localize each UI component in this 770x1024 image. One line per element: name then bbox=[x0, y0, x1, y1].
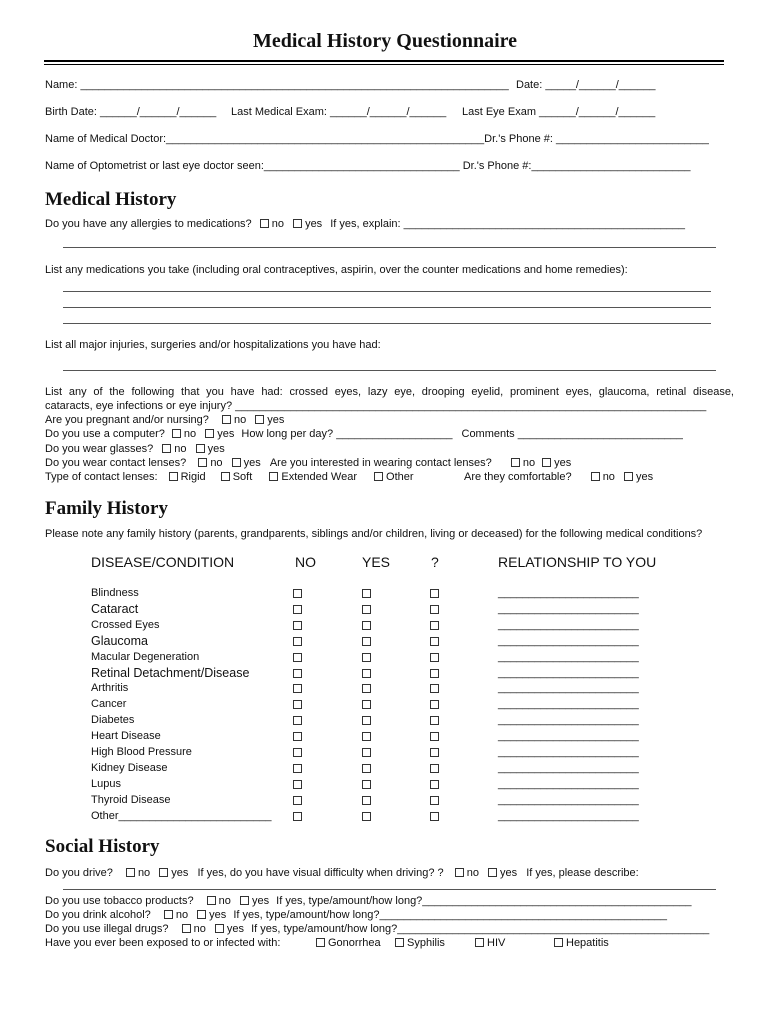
yes-label: yes bbox=[207, 443, 225, 455]
col-yes-header: YES bbox=[362, 554, 391, 570]
yes-label: yes bbox=[554, 457, 572, 469]
alcohol-yes-checkbox[interactable] bbox=[197, 910, 206, 919]
contacts-interest-no-checkbox[interactable] bbox=[511, 458, 520, 467]
condition-label[interactable]: Other_________________________ bbox=[91, 810, 272, 822]
hepatitis-label: Hepatitis bbox=[566, 937, 609, 949]
lens-rigid-checkbox[interactable] bbox=[169, 472, 178, 481]
alcohol-question: Do you drink alcohol? bbox=[45, 909, 151, 921]
condition-no-checkbox[interactable] bbox=[293, 605, 302, 614]
alcohol-detail-field[interactable]: If yes, type/amount/how long?_______________________________________________ bbox=[233, 909, 668, 921]
medications-question: List any medications you take (including oral contraceptives, aspirin, over the counter medications and home remedies): bbox=[45, 264, 628, 276]
hepatitis-option bbox=[554, 937, 609, 949]
condition-no-checkbox[interactable] bbox=[293, 764, 302, 773]
condition-no-checkbox[interactable] bbox=[293, 669, 302, 678]
drive-yes-checkbox[interactable] bbox=[159, 868, 168, 877]
allergies-row bbox=[45, 218, 685, 230]
condition-unknown-checkbox[interactable] bbox=[430, 589, 439, 598]
no-label: no bbox=[233, 414, 247, 426]
condition-no-checkbox[interactable] bbox=[293, 700, 302, 709]
glasses-no-checkbox[interactable] bbox=[162, 444, 171, 453]
no-label: no bbox=[175, 909, 189, 921]
condition-yes-checkbox[interactable] bbox=[362, 748, 371, 757]
relationship-field[interactable]: _______________________ bbox=[498, 603, 639, 615]
drive-difficulty-question: If yes, do you have visual difficulty when driving? ? bbox=[197, 867, 444, 879]
computer-no-checkbox[interactable] bbox=[172, 429, 181, 438]
no-label: no bbox=[183, 428, 197, 440]
relationship-field[interactable]: _______________________ bbox=[498, 635, 639, 647]
col-relationship-header: RELATIONSHIP TO YOU bbox=[498, 554, 657, 570]
condition-label: Lupus bbox=[91, 778, 121, 790]
last-eye-exam-field[interactable]: Last Eye Exam ______/______/______ bbox=[462, 106, 656, 118]
syphilis-option bbox=[395, 937, 445, 949]
title-rule-thick bbox=[44, 60, 724, 62]
medications-line-3[interactable] bbox=[63, 323, 711, 324]
pregnant-no-checkbox[interactable] bbox=[222, 415, 231, 424]
relationship-field[interactable]: _______________________ bbox=[498, 682, 639, 694]
condition-no-checkbox[interactable] bbox=[293, 716, 302, 725]
condition-no-checkbox[interactable] bbox=[293, 748, 302, 757]
computer-yes-checkbox[interactable] bbox=[205, 429, 214, 438]
yes-label: yes bbox=[217, 428, 235, 440]
condition-unknown-checkbox[interactable] bbox=[430, 669, 439, 678]
condition-yes-checkbox[interactable] bbox=[362, 764, 371, 773]
comfortable-row bbox=[464, 471, 653, 483]
no-label: no bbox=[522, 457, 536, 469]
tobacco-question: Do you use tobacco products? bbox=[45, 895, 194, 907]
relationship-field[interactable]: _______________________ bbox=[498, 619, 639, 631]
condition-label: Glaucoma bbox=[91, 634, 148, 648]
no-label: no bbox=[210, 457, 223, 469]
drugs-yes-checkbox[interactable] bbox=[215, 924, 224, 933]
computer-question: Do you use a computer? bbox=[45, 428, 165, 440]
condition-unknown-checkbox[interactable] bbox=[430, 812, 439, 821]
social-history-heading: Social History bbox=[45, 836, 160, 857]
date-field[interactable]: Date: _____/______/______ bbox=[516, 79, 656, 91]
contacts-interest-yes-checkbox[interactable] bbox=[542, 458, 551, 467]
yes-label: yes bbox=[226, 923, 245, 935]
condition-unknown-checkbox[interactable] bbox=[430, 732, 439, 741]
relationship-field[interactable]: _______________________ bbox=[498, 746, 639, 758]
gonorrhea-checkbox[interactable] bbox=[316, 938, 325, 947]
relationship-field[interactable]: _______________________ bbox=[498, 667, 639, 679]
drive-no-checkbox[interactable] bbox=[126, 868, 135, 877]
lens-extended-label: Extended Wear bbox=[281, 471, 357, 483]
lens-soft-checkbox[interactable] bbox=[221, 472, 230, 481]
eye-conditions-question: List any of the following that you have had: crossed eyes, lazy eye, drooping eyelid, prominent eyes, glaucoma, retinal disease, bbox=[45, 386, 734, 398]
lens-soft-label: Soft bbox=[232, 471, 253, 483]
condition-yes-checkbox[interactable] bbox=[362, 796, 371, 805]
lens-other-checkbox[interactable] bbox=[374, 472, 383, 481]
condition-yes-checkbox[interactable] bbox=[362, 684, 371, 693]
relationship-field[interactable]: _______________________ bbox=[498, 651, 639, 663]
relationship-field[interactable]: _______________________ bbox=[498, 794, 639, 806]
yes-label: yes bbox=[500, 867, 518, 879]
condition-unknown-checkbox[interactable] bbox=[430, 780, 439, 789]
comfortable-no-checkbox[interactable] bbox=[591, 472, 600, 481]
relationship-field[interactable]: _______________________ bbox=[498, 587, 639, 599]
exposed-question: Have you ever been exposed to or infected with: bbox=[45, 937, 281, 949]
condition-yes-checkbox[interactable] bbox=[362, 812, 371, 821]
comfortable-yes-checkbox[interactable] bbox=[624, 472, 633, 481]
condition-label: Kidney Disease bbox=[91, 762, 168, 774]
pregnant-yes-checkbox[interactable] bbox=[255, 415, 264, 424]
condition-yes-checkbox[interactable] bbox=[362, 716, 371, 725]
yes-label: yes bbox=[267, 414, 285, 426]
condition-no-checkbox[interactable] bbox=[293, 637, 302, 646]
condition-no-checkbox[interactable] bbox=[293, 780, 302, 789]
computer-row bbox=[45, 428, 683, 440]
tobacco-row bbox=[45, 895, 691, 907]
yes-label: yes bbox=[171, 867, 189, 879]
computer-hours-field[interactable]: How long per day? ___________________ bbox=[241, 428, 453, 440]
yes-label: yes bbox=[243, 457, 261, 469]
contacts-yes-checkbox[interactable] bbox=[232, 458, 241, 467]
condition-yes-checkbox[interactable] bbox=[362, 653, 371, 662]
title-rule-thin bbox=[44, 64, 724, 65]
birth-date-field[interactable]: Birth Date: ______/______/______ bbox=[45, 106, 217, 118]
condition-label: Arthritis bbox=[91, 682, 129, 694]
no-label: no bbox=[466, 867, 479, 879]
condition-yes-checkbox[interactable] bbox=[362, 621, 371, 630]
col-disease-header: DISEASE/CONDITION bbox=[91, 554, 235, 570]
condition-no-checkbox[interactable] bbox=[293, 621, 302, 630]
yes-label: yes bbox=[251, 895, 270, 907]
pregnant-question: Are you pregnant and/or nursing? bbox=[45, 414, 209, 426]
injuries-question: List all major injuries, surgeries and/or hospitalizations you have had: bbox=[45, 339, 381, 351]
lens-rigid-label: Rigid bbox=[180, 471, 206, 483]
tobacco-yes-checkbox[interactable] bbox=[240, 896, 249, 905]
condition-yes-checkbox[interactable] bbox=[362, 700, 371, 709]
hiv-option bbox=[475, 937, 505, 949]
condition-yes-checkbox[interactable] bbox=[362, 637, 371, 646]
contacts-question: Do you wear contact lenses? bbox=[45, 457, 187, 469]
condition-no-checkbox[interactable] bbox=[293, 589, 302, 598]
condition-label: High Blood Pressure bbox=[91, 746, 192, 758]
family-history-heading: Family History bbox=[45, 498, 168, 519]
allergies-question: Do you have any allergies to medications? bbox=[45, 218, 252, 230]
condition-unknown-checkbox[interactable] bbox=[430, 748, 439, 757]
hiv-label: HIV bbox=[487, 937, 506, 949]
contacts-no-checkbox[interactable] bbox=[198, 458, 207, 467]
alcohol-no-checkbox[interactable] bbox=[164, 910, 173, 919]
relationship-field[interactable]: _______________________ bbox=[498, 730, 639, 742]
medical-doctor-field[interactable]: Name of Medical Doctor:____________________________________________________Dr.'s Phone #: _________________________ bbox=[45, 133, 709, 145]
condition-unknown-checkbox[interactable] bbox=[430, 764, 439, 773]
gonorrhea-option bbox=[316, 937, 381, 949]
lens-extended-checkbox[interactable] bbox=[269, 472, 278, 481]
relationship-field[interactable]: _______________________ bbox=[498, 810, 639, 822]
condition-label: Heart Disease bbox=[91, 730, 161, 742]
contacts-interest-question: Are you interested in wearing contact lenses? bbox=[269, 457, 492, 469]
drive-describe-label: If yes, please describe: bbox=[526, 867, 639, 879]
contacts-row bbox=[45, 457, 571, 469]
eye-conditions-question-cont[interactable]: cataracts, eye infections or eye injury? _____________________________________________________________________________ bbox=[45, 400, 707, 412]
lens-other-label: Other bbox=[386, 471, 414, 483]
condition-label: Macular Degeneration bbox=[91, 651, 200, 663]
condition-label: Retinal Detachment/Disease bbox=[91, 666, 250, 680]
drive-question: Do you drive? bbox=[45, 867, 113, 879]
pregnant-row bbox=[45, 414, 284, 426]
comfortable-question: Are they comfortable? bbox=[464, 471, 572, 483]
syphilis-checkbox[interactable] bbox=[395, 938, 404, 947]
medications-line-1[interactable] bbox=[63, 291, 711, 292]
no-label: no bbox=[218, 895, 231, 907]
drive-difficulty-no-checkbox[interactable] bbox=[455, 868, 464, 877]
family-history-intro: Please note any family history (parents, grandparents, siblings and/or children, living or deceased) for the following medical conditions? bbox=[45, 528, 703, 540]
allergies-yes-checkbox[interactable] bbox=[293, 219, 302, 228]
injuries-line[interactable] bbox=[63, 370, 716, 371]
last-medical-exam-field[interactable]: Last Medical Exam: ______/______/______ bbox=[231, 106, 447, 118]
condition-unknown-checkbox[interactable] bbox=[430, 796, 439, 805]
condition-yes-checkbox[interactable] bbox=[362, 669, 371, 678]
col-no-header: NO bbox=[295, 554, 316, 570]
condition-yes-checkbox[interactable] bbox=[362, 589, 371, 598]
glasses-yes-checkbox[interactable] bbox=[196, 444, 205, 453]
tobacco-detail-field[interactable]: If yes, type/amount/how long?____________________________________________ bbox=[276, 895, 692, 907]
relationship-field[interactable]: _______________________ bbox=[498, 698, 639, 710]
drugs-question: Do you use illegal drugs? bbox=[45, 923, 169, 935]
condition-unknown-checkbox[interactable] bbox=[430, 684, 439, 693]
condition-unknown-checkbox[interactable] bbox=[430, 637, 439, 646]
hepatitis-checkbox[interactable] bbox=[554, 938, 563, 947]
condition-unknown-checkbox[interactable] bbox=[430, 716, 439, 725]
condition-no-checkbox[interactable] bbox=[293, 684, 302, 693]
yes-label: yes bbox=[209, 909, 227, 921]
no-label: no bbox=[193, 923, 206, 935]
optometrist-field[interactable]: Name of Optometrist or last eye doctor seen:________________________________ Dr.'s Phone #:__________________________ bbox=[45, 160, 691, 172]
condition-unknown-checkbox[interactable] bbox=[430, 621, 439, 630]
condition-unknown-checkbox[interactable] bbox=[430, 700, 439, 709]
condition-label: Cancer bbox=[91, 698, 127, 710]
lens-type-row bbox=[45, 471, 414, 483]
condition-no-checkbox[interactable] bbox=[293, 653, 302, 662]
drugs-row bbox=[45, 923, 709, 935]
condition-no-checkbox[interactable] bbox=[293, 796, 302, 805]
allergies-no-checkbox[interactable] bbox=[260, 219, 269, 228]
gonorrhea-label: Gonorrhea bbox=[328, 937, 381, 949]
drugs-no-checkbox[interactable] bbox=[182, 924, 191, 933]
col-unknown-header: ? bbox=[431, 554, 439, 570]
lens-type-question: Type of contact lenses: bbox=[45, 471, 158, 483]
relationship-field[interactable]: _______________________ bbox=[498, 762, 639, 774]
computer-comments-field[interactable]: Comments ___________________________ bbox=[461, 428, 683, 440]
condition-unknown-checkbox[interactable] bbox=[430, 653, 439, 662]
syphilis-label: Syphilis bbox=[407, 937, 445, 949]
relationship-field[interactable]: _______________________ bbox=[498, 714, 639, 726]
condition-label: Crossed Eyes bbox=[91, 619, 160, 631]
drive-difficulty-yes-checkbox[interactable] bbox=[488, 868, 497, 877]
no-label: no bbox=[137, 867, 151, 879]
condition-yes-checkbox[interactable] bbox=[362, 732, 371, 741]
condition-unknown-checkbox[interactable] bbox=[430, 605, 439, 614]
allergies-explain-line[interactable] bbox=[63, 247, 716, 248]
hiv-checkbox[interactable] bbox=[475, 938, 484, 947]
drugs-detail-field[interactable]: If yes, type/amount/how long?___________________________________________________ bbox=[251, 923, 710, 935]
condition-label: Blindness bbox=[91, 587, 139, 599]
medications-line-2[interactable] bbox=[63, 307, 711, 308]
condition-no-checkbox[interactable] bbox=[293, 732, 302, 741]
allergies-explain[interactable]: If yes, explain: ______________________________________________ bbox=[330, 218, 686, 230]
yes-label: yes bbox=[305, 218, 323, 230]
condition-yes-checkbox[interactable] bbox=[362, 780, 371, 789]
no-label: no bbox=[174, 443, 187, 455]
yes-label: yes bbox=[636, 471, 654, 483]
condition-label: Diabetes bbox=[91, 714, 135, 726]
condition-label: Cataract bbox=[91, 602, 139, 616]
no-label: no bbox=[271, 218, 284, 230]
medical-history-heading: Medical History bbox=[45, 189, 177, 210]
condition-label: Thyroid Disease bbox=[91, 794, 171, 806]
page-title: Medical History Questionnaire bbox=[252, 30, 518, 52]
condition-no-checkbox[interactable] bbox=[293, 812, 302, 821]
relationship-field[interactable]: _______________________ bbox=[498, 778, 639, 790]
condition-yes-checkbox[interactable] bbox=[362, 605, 371, 614]
glasses-row bbox=[45, 443, 225, 455]
drive-row bbox=[45, 867, 639, 879]
tobacco-no-checkbox[interactable] bbox=[207, 896, 216, 905]
no-label: no bbox=[602, 471, 615, 483]
drive-describe-line[interactable] bbox=[63, 889, 716, 890]
alcohol-row bbox=[45, 909, 667, 921]
name-field[interactable]: Name: ______________________________________________________________________ bbox=[45, 79, 509, 91]
glasses-question: Do you wear glasses? bbox=[45, 443, 154, 455]
